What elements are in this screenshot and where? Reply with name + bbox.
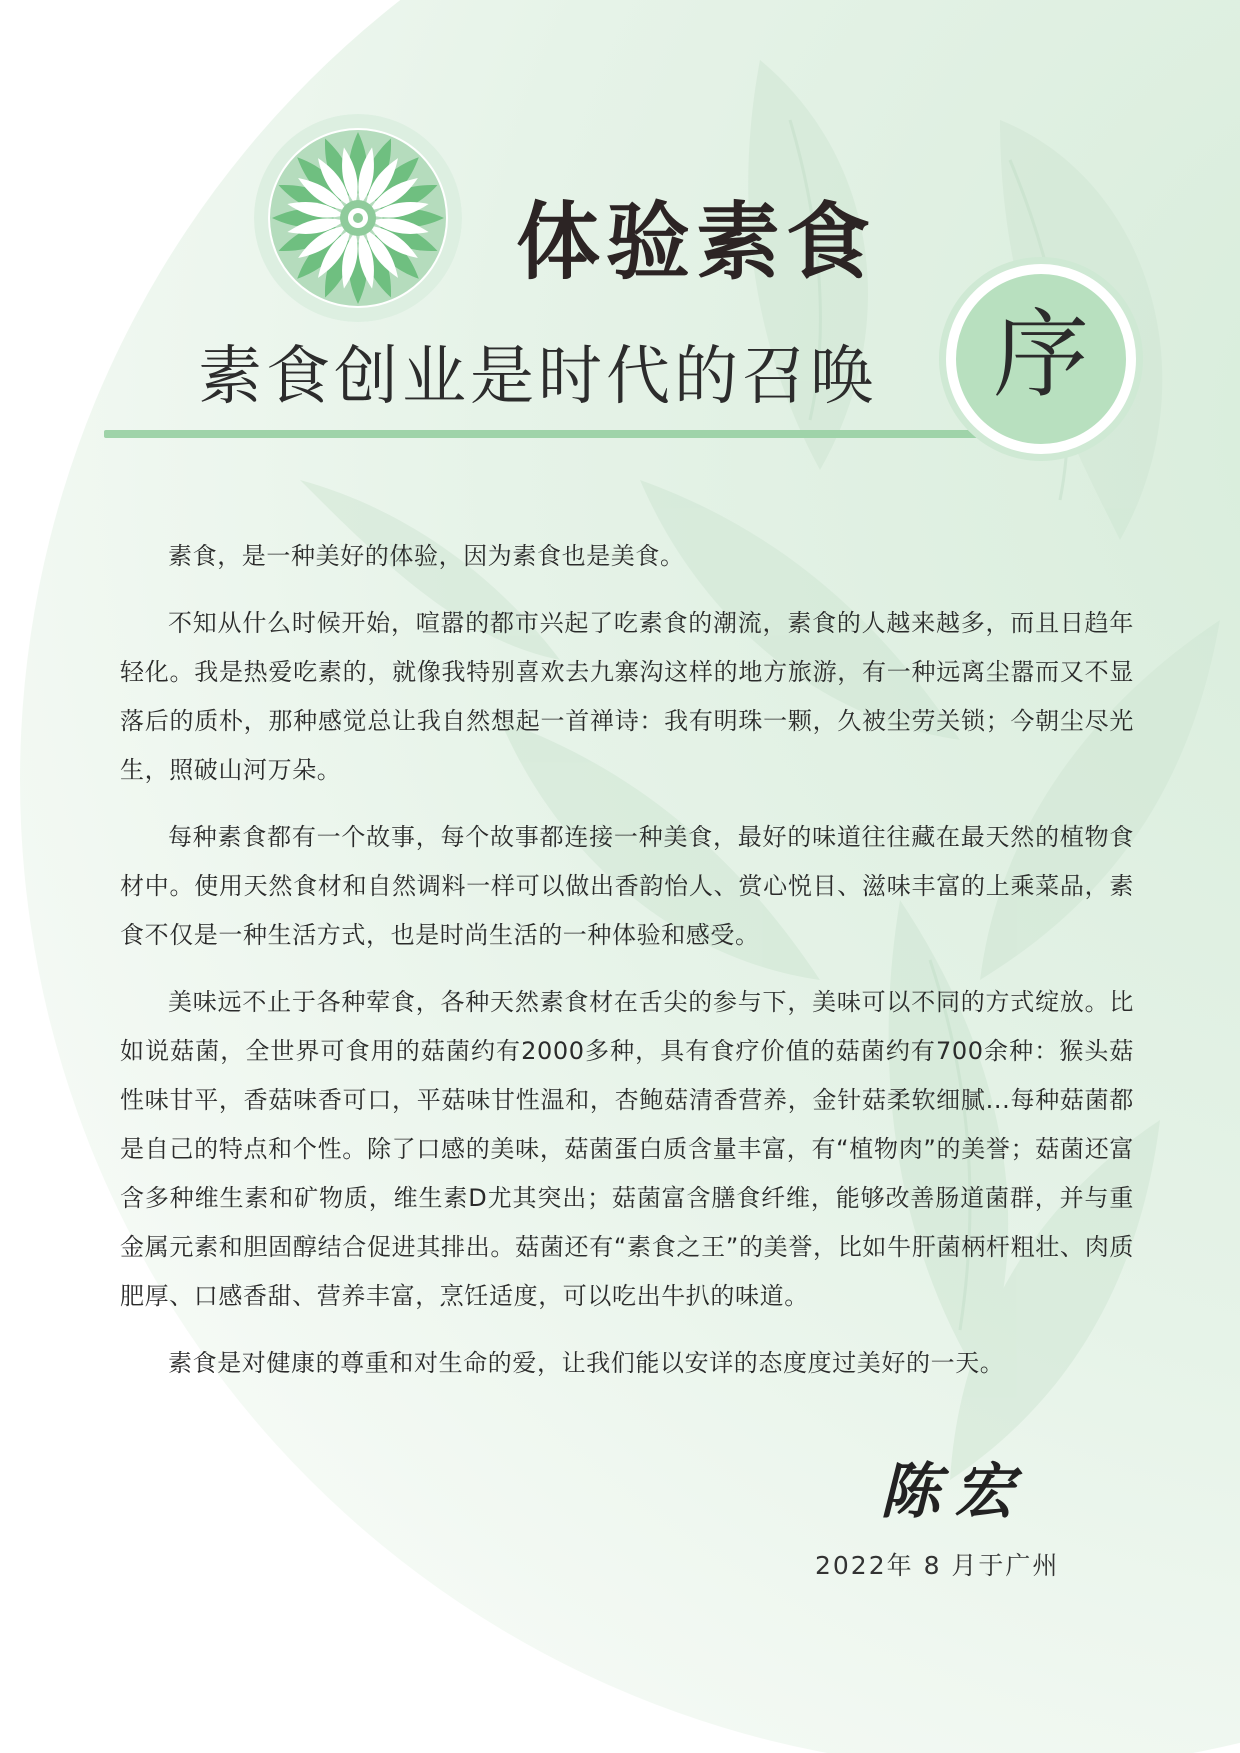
preface-body [120,532,1134,1406]
preface-badge-label: 序 [993,299,1089,411]
body-paragraph: 不知从什么时候开始，喧嚣的都市兴起了吃素食的潮流，素食的人越来越多，而且日趋年轻化。我是热爱吃素的，就像我特别喜欢去九寨沟这样的地方旅游，有一种远离尘嚣而又不显落后的质朴，那种感觉总让我自然想起一首禅诗：我有明珠一颗，久被尘劳关锁；今朝尘尽光生，照破山河万朵。 [120,609,1134,784]
title-underline-divider [104,430,978,438]
flower-emblem-icon [252,112,464,324]
preface-badge [946,264,1136,454]
body-paragraph: 每种素食都有一个故事，每个故事都连接一种美食，最好的味道往往藏在最天然的植物食材中。使用天然食材和自然调料一样可以做出香韵怡人、赏心悦目、滋味丰富的上乘菜品，素食不仅是一种生活方式，也是时尚生活的一种体验和感受。 [120,823,1134,949]
body-paragraph: 素食是对健康的尊重和对生命的爱，让我们能以安详的态度度过美好的一天。 [168,1349,1005,1377]
author-signature: 陈宏 [880,1457,1028,1527]
body-paragraph: 美味远不止于各种荤食，各种天然素食材在舌尖的参与下，美味可以不同的方式绽放。比如说菇菌，全世界可食用的菇菌约有2000多种，具有食疗价值的菇菌约有700余种：猴头菇性味甘平，香菇味香可口，平菇味甘性温和，杏鲍菇清香营养，金针菇柔软细腻...每种菇菌都是自己的特点和个性。除了口感的美味，菇菌蛋白质含量丰富，有“植物肉”的美誉；菇菌还富含多种维生素和矿物质，维生素D尤其突出；菇菌富含膳食纤维，能够改善肠道菌群，并与重金属元素和胆固醇结合促进其排出。菇菌还有“素食之王”的美誉，比如牛肝菌柄杆粗壮、肉质肥厚、口感香甜、营养丰富，烹饪适度，可以吃出牛扒的味道。 [120,988,1134,1310]
page-subtitle: 素食创业是时代的召唤 [198,340,878,414]
main-title: 体验素食 [516,193,877,291]
signature-date-place: 2022年 8 月于广州 [815,1551,1060,1580]
body-paragraph: 素食，是一种美好的体验，因为素食也是美食。 [168,542,685,570]
